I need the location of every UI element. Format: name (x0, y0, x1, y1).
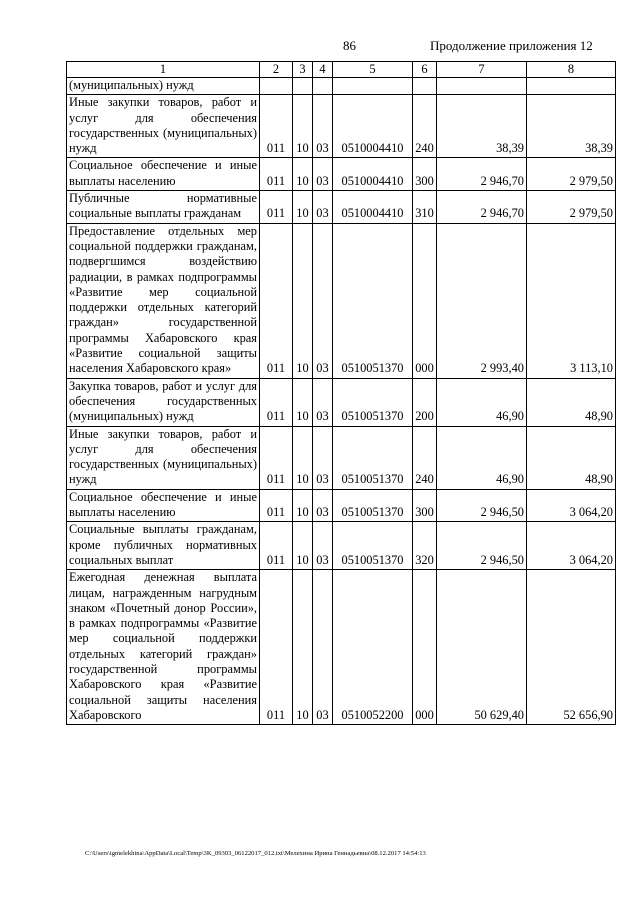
target-article-cell: 0510051370 (333, 522, 413, 570)
section-cell: 10 (293, 158, 313, 191)
subsection-cell: 03 (313, 223, 333, 378)
column-header: 2 (260, 62, 293, 78)
subsection-cell: 03 (313, 570, 333, 725)
row-name-cell: Закупка товаров, работ и услуг для обеспечения государственных (муниципальных) нужд (67, 378, 260, 426)
row-name-cell: Иные закупки товаров, работ и услуг для обеспечения государственных (муниципальных) нужд (67, 95, 260, 158)
code-admin-cell (260, 78, 293, 95)
target-article-cell: 0510004410 (333, 191, 413, 224)
table-row (67, 223, 616, 378)
amount-2018-cell (437, 78, 527, 95)
budget-table (66, 61, 616, 725)
amount-2019-cell: 2 979,50 (527, 158, 616, 191)
amount-2019-cell: 38,39 (527, 95, 616, 158)
column-header: 8 (527, 62, 616, 78)
section-cell: 10 (293, 191, 313, 224)
code-admin-cell: 011 (260, 158, 293, 191)
expense-type-cell: 300 (413, 158, 437, 191)
amount-2018-cell: 2 993,40 (437, 223, 527, 378)
subsection-cell: 03 (313, 95, 333, 158)
amount-2019-cell: 2 979,50 (527, 191, 616, 224)
code-admin-cell: 011 (260, 570, 293, 725)
amount-2018-cell: 2 946,70 (437, 191, 527, 224)
amount-2019-cell: 3 113,10 (527, 223, 616, 378)
section-cell (293, 78, 313, 95)
target-article-cell: 0510051370 (333, 426, 413, 489)
subsection-cell: 03 (313, 191, 333, 224)
column-header: 5 (333, 62, 413, 78)
amount-2019-cell: 3 064,20 (527, 489, 616, 522)
subsection-cell: 03 (313, 489, 333, 522)
amount-2018-cell: 46,90 (437, 426, 527, 489)
expense-type-cell: 000 (413, 223, 437, 378)
table-row (67, 78, 616, 95)
target-article-cell: 0510051370 (333, 378, 413, 426)
subsection-cell (313, 78, 333, 95)
code-admin-cell: 011 (260, 223, 293, 378)
code-admin-cell: 011 (260, 489, 293, 522)
amount-2019-cell: 52 656,90 (527, 570, 616, 725)
file-path-footer: C:\Users\igmelekhina\AppData\Local\Temp\3K_09303_06122017_012.txt\Мелехина Ирина Геннадьевна\08.12.2017 14:54:13 (85, 850, 426, 857)
expense-type-cell: 320 (413, 522, 437, 570)
subsection-cell: 03 (313, 158, 333, 191)
amount-2018-cell: 2 946,50 (437, 522, 527, 570)
target-article-cell: 0510051370 (333, 489, 413, 522)
row-name-cell: Предоставление отдельных мер социальной поддержки гражданам, подвергшимся воздействию радиации, в рамках подпрограммы «Развитие мер социальной поддержки отдельных категорий граждан» государственной программы Хабаровского края «Развитие социальной защиты населения Хабаровского края» (67, 223, 260, 378)
amount-2018-cell: 50 629,40 (437, 570, 527, 725)
section-cell: 10 (293, 522, 313, 570)
table-row (67, 489, 616, 522)
target-article-cell: 0510051370 (333, 223, 413, 378)
subsection-cell: 03 (313, 522, 333, 570)
row-name-cell: Иные закупки товаров, работ и услуг для обеспечения государственных (муниципальных) нужд (67, 426, 260, 489)
row-name-cell: Социальное обеспечение и иные выплаты населению (67, 158, 260, 191)
target-article-cell: 0510004410 (333, 158, 413, 191)
table-row (67, 426, 616, 489)
code-admin-cell: 011 (260, 522, 293, 570)
amount-2018-cell: 2 946,50 (437, 489, 527, 522)
section-cell: 10 (293, 426, 313, 489)
section-cell: 10 (293, 489, 313, 522)
amount-2019-cell: 48,90 (527, 426, 616, 489)
target-article-cell (333, 78, 413, 95)
expense-type-cell: 240 (413, 426, 437, 489)
amount-2018-cell: 46,90 (437, 378, 527, 426)
subsection-cell: 03 (313, 426, 333, 489)
row-name-cell: Социальные выплаты гражданам, кроме публичных нормативных социальных выплат (67, 522, 260, 570)
table-row (67, 570, 616, 725)
expense-type-cell: 310 (413, 191, 437, 224)
page-number: 86 (343, 38, 356, 53)
section-cell: 10 (293, 570, 313, 725)
table-row (67, 158, 616, 191)
section-cell: 10 (293, 223, 313, 378)
section-cell: 10 (293, 95, 313, 158)
table-row (67, 378, 616, 426)
target-article-cell: 0510004410 (333, 95, 413, 158)
amount-2019-cell: 48,90 (527, 378, 616, 426)
column-header: 7 (437, 62, 527, 78)
column-header: 3 (293, 62, 313, 78)
row-name-cell: (муниципальных) нужд (67, 78, 260, 95)
row-name-cell: Социальное обеспечение и иные выплаты населению (67, 489, 260, 522)
column-header: 1 (67, 62, 260, 78)
column-header: 4 (313, 62, 333, 78)
expense-type-cell: 200 (413, 378, 437, 426)
code-admin-cell: 011 (260, 191, 293, 224)
table-body (67, 62, 616, 725)
table-header-row (67, 62, 616, 78)
amount-2018-cell: 38,39 (437, 95, 527, 158)
target-article-cell: 0510052200 (333, 570, 413, 725)
column-header: 6 (413, 62, 437, 78)
table-row (67, 522, 616, 570)
expense-type-cell: 000 (413, 570, 437, 725)
expense-type-cell: 300 (413, 489, 437, 522)
amount-2018-cell: 2 946,70 (437, 158, 527, 191)
expense-type-cell: 240 (413, 95, 437, 158)
amount-2019-cell (527, 78, 616, 95)
subsection-cell: 03 (313, 378, 333, 426)
expense-type-cell (413, 78, 437, 95)
row-name-cell: Ежегодная денежная выплата лицам, награжденным нагрудным знаком «Почетный донор России», в рамках подпрограммы «Развитие мер социальной поддержки отдельных категорий граждан» государственной программы Хабаровского края «Развитие социальной защиты населения Хабаровского (67, 570, 260, 725)
code-admin-cell: 011 (260, 378, 293, 426)
table-row (67, 191, 616, 224)
table-row (67, 95, 616, 158)
section-cell: 10 (293, 378, 313, 426)
continuation-title: Продолжение приложения 12 (430, 38, 593, 53)
code-admin-cell: 011 (260, 95, 293, 158)
amount-2019-cell: 3 064,20 (527, 522, 616, 570)
row-name-cell: Публичные нормативные социальные выплаты гражданам (67, 191, 260, 224)
code-admin-cell: 011 (260, 426, 293, 489)
